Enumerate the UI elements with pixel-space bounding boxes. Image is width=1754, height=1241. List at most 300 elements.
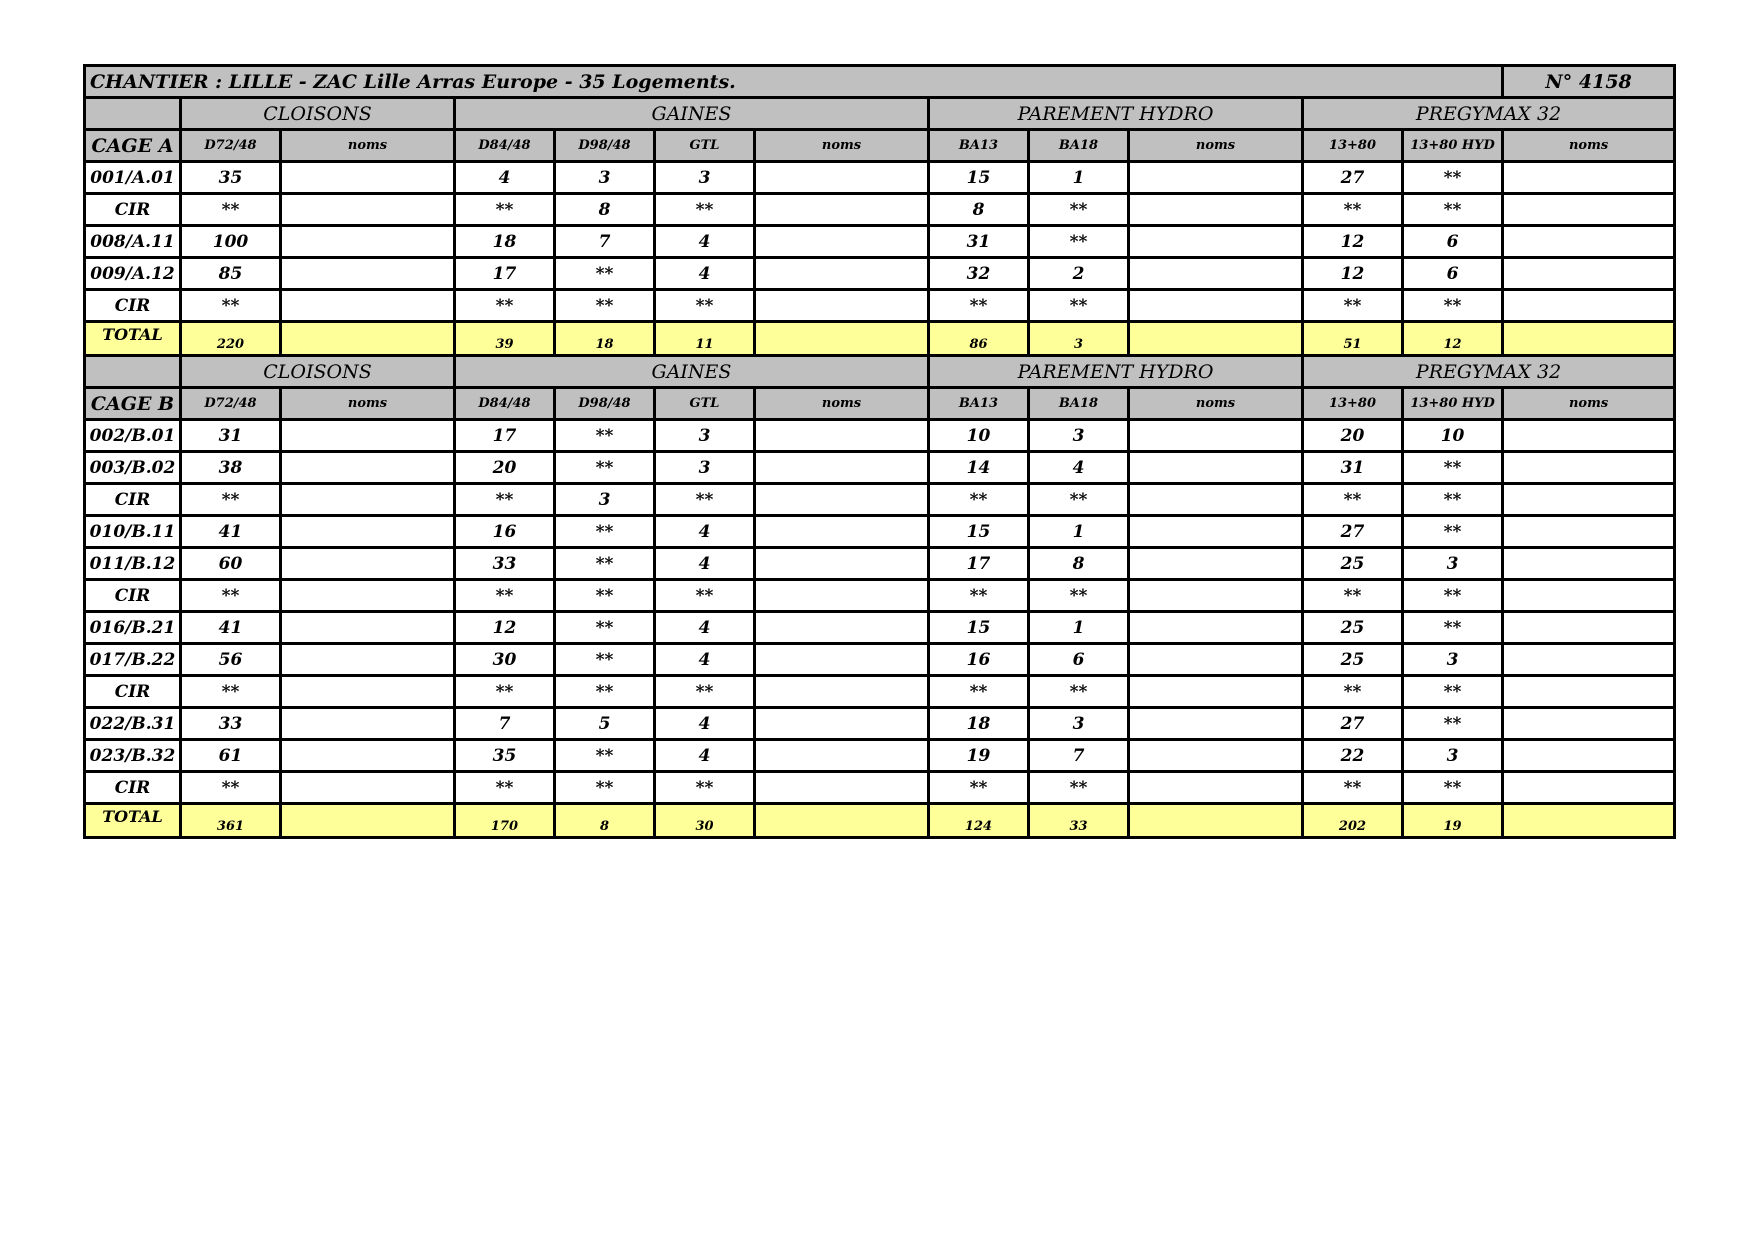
table-cell: 3 bbox=[1403, 548, 1503, 580]
column-header: noms bbox=[755, 130, 929, 162]
table-cell: 2 bbox=[1029, 258, 1129, 290]
total-cell: 361 bbox=[181, 804, 281, 838]
table-cell: 3 bbox=[655, 162, 755, 194]
table-cell: 4 bbox=[655, 226, 755, 258]
table-row bbox=[85, 644, 1675, 676]
column-header: BA13 bbox=[929, 388, 1029, 420]
table-cell: ** bbox=[655, 676, 755, 708]
total-cell bbox=[1503, 322, 1675, 356]
total-cell bbox=[1129, 804, 1303, 838]
table-cell bbox=[1129, 484, 1303, 516]
table-cell bbox=[281, 612, 455, 644]
total-cell: 202 bbox=[1303, 804, 1403, 838]
table-cell bbox=[281, 194, 455, 226]
table-cell bbox=[1129, 676, 1303, 708]
total-cell: 39 bbox=[455, 322, 555, 356]
table-cell: ** bbox=[455, 194, 555, 226]
total-cell: 51 bbox=[1303, 322, 1403, 356]
table-cell: ** bbox=[555, 772, 655, 804]
table-cell: 3 bbox=[1403, 644, 1503, 676]
table-cell: 3 bbox=[1029, 420, 1129, 452]
table-cell: ** bbox=[555, 258, 655, 290]
table-cell bbox=[755, 194, 929, 226]
cage-label: CAGE B bbox=[85, 388, 181, 420]
table-cell: 3 bbox=[555, 162, 655, 194]
table-cell: 4 bbox=[655, 740, 755, 772]
row-label: CIR bbox=[85, 194, 181, 226]
table-cell: ** bbox=[655, 772, 755, 804]
table-cell bbox=[1503, 676, 1675, 708]
table-cell: 6 bbox=[1403, 258, 1503, 290]
table-cell: 4 bbox=[1029, 452, 1129, 484]
table-cell: 25 bbox=[1303, 612, 1403, 644]
table-cell bbox=[1129, 612, 1303, 644]
table-cell: 31 bbox=[1303, 452, 1403, 484]
total-cell: 220 bbox=[181, 322, 281, 356]
total-cell: 30 bbox=[655, 804, 755, 838]
table-cell bbox=[281, 516, 455, 548]
row-label: 002/B.01 bbox=[85, 420, 181, 452]
table-cell: 4 bbox=[655, 612, 755, 644]
table-cell bbox=[755, 708, 929, 740]
table-cell: 15 bbox=[929, 162, 1029, 194]
table-cell: ** bbox=[555, 740, 655, 772]
table-cell: 12 bbox=[455, 612, 555, 644]
table-cell: ** bbox=[181, 484, 281, 516]
column-header: noms bbox=[1129, 130, 1303, 162]
table-cell: 18 bbox=[455, 226, 555, 258]
table-row bbox=[85, 612, 1675, 644]
table-cell bbox=[1129, 290, 1303, 322]
row-label: 010/B.11 bbox=[85, 516, 181, 548]
table-row bbox=[85, 258, 1675, 290]
total-cell: 11 bbox=[655, 322, 755, 356]
table-cell bbox=[281, 644, 455, 676]
group-header-row bbox=[85, 356, 1675, 388]
group-header-blank bbox=[85, 356, 181, 388]
table-cell bbox=[755, 420, 929, 452]
table-cell: ** bbox=[455, 772, 555, 804]
table-cell bbox=[281, 740, 455, 772]
table-cell: ** bbox=[1403, 290, 1503, 322]
total-cell: 33 bbox=[1029, 804, 1129, 838]
table-cell bbox=[1129, 452, 1303, 484]
table-cell: 61 bbox=[181, 740, 281, 772]
table-cell: 100 bbox=[181, 226, 281, 258]
table-cell: ** bbox=[455, 484, 555, 516]
table-cell: ** bbox=[1029, 226, 1129, 258]
table-cell: ** bbox=[1303, 194, 1403, 226]
total-cell bbox=[281, 322, 455, 356]
table-cell: 5 bbox=[555, 708, 655, 740]
total-cell bbox=[755, 804, 929, 838]
chantier-table bbox=[83, 64, 1676, 839]
column-header: D98/48 bbox=[555, 388, 655, 420]
table-cell bbox=[755, 258, 929, 290]
table-cell bbox=[281, 420, 455, 452]
table-row bbox=[85, 194, 1675, 226]
table-cell: ** bbox=[1029, 290, 1129, 322]
total-cell: 3 bbox=[1029, 322, 1129, 356]
table-cell: 22 bbox=[1303, 740, 1403, 772]
table-cell: 16 bbox=[929, 644, 1029, 676]
table-cell bbox=[1503, 226, 1675, 258]
table-cell: 7 bbox=[555, 226, 655, 258]
row-label: CIR bbox=[85, 772, 181, 804]
table-row bbox=[85, 708, 1675, 740]
table-cell bbox=[1503, 258, 1675, 290]
table-cell: 12 bbox=[1303, 258, 1403, 290]
column-header: noms bbox=[1503, 130, 1675, 162]
table-row bbox=[85, 580, 1675, 612]
table-cell: ** bbox=[555, 676, 655, 708]
table-cell: 4 bbox=[655, 258, 755, 290]
column-header: BA18 bbox=[1029, 388, 1129, 420]
row-label: 008/A.11 bbox=[85, 226, 181, 258]
table-cell bbox=[1503, 194, 1675, 226]
column-header: 13+80 bbox=[1303, 388, 1403, 420]
table-cell bbox=[1129, 516, 1303, 548]
column-header: BA13 bbox=[929, 130, 1029, 162]
table-row bbox=[85, 290, 1675, 322]
table-cell bbox=[1129, 708, 1303, 740]
table-cell bbox=[1503, 452, 1675, 484]
table-cell bbox=[755, 516, 929, 548]
table-cell: ** bbox=[181, 772, 281, 804]
table-cell: 25 bbox=[1303, 548, 1403, 580]
total-cell: 19 bbox=[1403, 804, 1503, 838]
column-header: D84/48 bbox=[455, 388, 555, 420]
table-cell: 56 bbox=[181, 644, 281, 676]
table-row bbox=[85, 740, 1675, 772]
table-cell: ** bbox=[1029, 194, 1129, 226]
total-label: TOTAL bbox=[85, 804, 181, 838]
table-cell bbox=[1129, 548, 1303, 580]
table-cell: 1 bbox=[1029, 612, 1129, 644]
table-cell: 15 bbox=[929, 612, 1029, 644]
table-cell: 17 bbox=[455, 258, 555, 290]
table-cell bbox=[755, 580, 929, 612]
row-label: 022/B.31 bbox=[85, 708, 181, 740]
table-cell: 35 bbox=[455, 740, 555, 772]
group-header-row bbox=[85, 98, 1675, 130]
table-cell: ** bbox=[1403, 452, 1503, 484]
table-cell: 7 bbox=[1029, 740, 1129, 772]
table-cell bbox=[1503, 548, 1675, 580]
table-cell: 32 bbox=[929, 258, 1029, 290]
table-row bbox=[85, 226, 1675, 258]
table-cell: ** bbox=[1029, 580, 1129, 612]
table-cell: 8 bbox=[929, 194, 1029, 226]
table-cell: ** bbox=[555, 452, 655, 484]
table-cell bbox=[1129, 162, 1303, 194]
total-cell: 170 bbox=[455, 804, 555, 838]
row-label: CIR bbox=[85, 484, 181, 516]
table-cell bbox=[755, 290, 929, 322]
table-cell: ** bbox=[555, 612, 655, 644]
group-header-blank bbox=[85, 98, 181, 130]
table-cell: ** bbox=[1403, 484, 1503, 516]
table-cell: 41 bbox=[181, 516, 281, 548]
document-number: N° 4158 bbox=[1503, 66, 1675, 98]
table-cell: 27 bbox=[1303, 708, 1403, 740]
table-cell: ** bbox=[1403, 772, 1503, 804]
table-cell: ** bbox=[181, 194, 281, 226]
table-cell: 17 bbox=[929, 548, 1029, 580]
row-label: 016/B.21 bbox=[85, 612, 181, 644]
table-row bbox=[85, 484, 1675, 516]
table-cell: ** bbox=[555, 548, 655, 580]
column-header: GTL bbox=[655, 388, 755, 420]
row-label: 011/B.12 bbox=[85, 548, 181, 580]
table-cell bbox=[1503, 708, 1675, 740]
table-cell bbox=[1503, 290, 1675, 322]
table-cell: 35 bbox=[181, 162, 281, 194]
table-cell bbox=[1503, 740, 1675, 772]
table-cell: 4 bbox=[655, 708, 755, 740]
table-cell: 31 bbox=[929, 226, 1029, 258]
table-cell: 10 bbox=[1403, 420, 1503, 452]
chantier-title: CHANTIER : LILLE - ZAC Lille Arras Europe - 35 Logements. bbox=[85, 66, 1503, 98]
column-header: noms bbox=[755, 388, 929, 420]
table-cell: 15 bbox=[929, 516, 1029, 548]
row-label: 003/B.02 bbox=[85, 452, 181, 484]
table-cell: ** bbox=[655, 580, 755, 612]
table-cell: 4 bbox=[655, 548, 755, 580]
column-header: GTL bbox=[655, 130, 755, 162]
table-cell: ** bbox=[555, 516, 655, 548]
column-header-row bbox=[85, 388, 1675, 420]
table-cell: ** bbox=[929, 484, 1029, 516]
table-cell: 17 bbox=[455, 420, 555, 452]
table-cell bbox=[1503, 612, 1675, 644]
table-cell: ** bbox=[655, 290, 755, 322]
column-header: noms bbox=[281, 388, 455, 420]
column-header: D72/48 bbox=[181, 388, 281, 420]
table-cell: ** bbox=[1303, 484, 1403, 516]
table-cell: 3 bbox=[1029, 708, 1129, 740]
table-cell bbox=[1129, 420, 1303, 452]
group-header-gaines: GAINES bbox=[455, 98, 929, 130]
table-row bbox=[85, 548, 1675, 580]
table-cell bbox=[281, 580, 455, 612]
table-cell: ** bbox=[1403, 162, 1503, 194]
table-cell bbox=[755, 612, 929, 644]
table-cell bbox=[1503, 644, 1675, 676]
table-cell bbox=[1503, 516, 1675, 548]
total-cell: 12 bbox=[1403, 322, 1503, 356]
table-cell bbox=[1129, 740, 1303, 772]
table-cell bbox=[281, 226, 455, 258]
table-cell: ** bbox=[181, 676, 281, 708]
table-cell: 7 bbox=[455, 708, 555, 740]
column-header: noms bbox=[1503, 388, 1675, 420]
table-cell: ** bbox=[455, 580, 555, 612]
table-row bbox=[85, 772, 1675, 804]
row-label: 023/B.32 bbox=[85, 740, 181, 772]
table-cell: ** bbox=[1303, 580, 1403, 612]
group-header-pregymax-32: PREGYMAX 32 bbox=[1303, 356, 1675, 388]
table-cell: 20 bbox=[1303, 420, 1403, 452]
table-cell: 14 bbox=[929, 452, 1029, 484]
table-cell bbox=[755, 162, 929, 194]
table-cell bbox=[755, 772, 929, 804]
table-cell bbox=[281, 548, 455, 580]
table-cell bbox=[1503, 484, 1675, 516]
table-cell: ** bbox=[555, 290, 655, 322]
column-header: 13+80 HYD bbox=[1403, 388, 1503, 420]
table-cell: 20 bbox=[455, 452, 555, 484]
table-cell: 1 bbox=[1029, 162, 1129, 194]
group-header-cloisons: CLOISONS bbox=[181, 98, 455, 130]
table-cell bbox=[1129, 772, 1303, 804]
table-body bbox=[85, 66, 1675, 838]
table-cell: ** bbox=[455, 290, 555, 322]
table-cell: 3 bbox=[1403, 740, 1503, 772]
total-cell bbox=[1503, 804, 1675, 838]
table-cell: 10 bbox=[929, 420, 1029, 452]
table-cell: 3 bbox=[555, 484, 655, 516]
table-cell bbox=[1503, 580, 1675, 612]
row-label: 009/A.12 bbox=[85, 258, 181, 290]
total-cell bbox=[1129, 322, 1303, 356]
table-cell: ** bbox=[1029, 484, 1129, 516]
table-cell: 6 bbox=[1403, 226, 1503, 258]
table-cell: ** bbox=[555, 644, 655, 676]
table-cell bbox=[1129, 226, 1303, 258]
table-cell: 25 bbox=[1303, 644, 1403, 676]
table-cell bbox=[1129, 194, 1303, 226]
table-cell: ** bbox=[555, 420, 655, 452]
table-cell: 8 bbox=[1029, 548, 1129, 580]
column-header-row bbox=[85, 130, 1675, 162]
table-row bbox=[85, 516, 1675, 548]
table-cell: ** bbox=[929, 772, 1029, 804]
column-header: D84/48 bbox=[455, 130, 555, 162]
column-header: 13+80 bbox=[1303, 130, 1403, 162]
column-header: noms bbox=[281, 130, 455, 162]
table-row bbox=[85, 452, 1675, 484]
table-cell: ** bbox=[1403, 708, 1503, 740]
table-row bbox=[85, 676, 1675, 708]
table-cell: ** bbox=[655, 194, 755, 226]
table-cell bbox=[281, 676, 455, 708]
column-header: BA18 bbox=[1029, 130, 1129, 162]
table-cell: 12 bbox=[1303, 226, 1403, 258]
title-row bbox=[85, 66, 1675, 98]
table-cell: ** bbox=[1403, 676, 1503, 708]
total-cell: 8 bbox=[555, 804, 655, 838]
table-cell: 6 bbox=[1029, 644, 1129, 676]
table-cell: ** bbox=[1403, 194, 1503, 226]
table-cell: 4 bbox=[455, 162, 555, 194]
table-cell bbox=[281, 258, 455, 290]
table-cell bbox=[281, 708, 455, 740]
table-cell bbox=[281, 484, 455, 516]
table-cell bbox=[755, 676, 929, 708]
table-cell: 19 bbox=[929, 740, 1029, 772]
group-header-gaines: GAINES bbox=[455, 356, 929, 388]
table-cell bbox=[281, 290, 455, 322]
table-cell: 8 bbox=[555, 194, 655, 226]
table-cell: ** bbox=[929, 580, 1029, 612]
table-cell: ** bbox=[655, 484, 755, 516]
group-header-parement-hydro: PAREMENT HYDRO bbox=[929, 98, 1303, 130]
column-header: noms bbox=[1129, 388, 1303, 420]
table-cell: 3 bbox=[655, 420, 755, 452]
table-cell bbox=[1503, 162, 1675, 194]
table-cell: 30 bbox=[455, 644, 555, 676]
table-cell: 3 bbox=[655, 452, 755, 484]
table-cell: ** bbox=[555, 580, 655, 612]
table-cell: 38 bbox=[181, 452, 281, 484]
table-cell: 31 bbox=[181, 420, 281, 452]
table-cell: ** bbox=[455, 676, 555, 708]
total-cell bbox=[755, 322, 929, 356]
row-label: 017/B.22 bbox=[85, 644, 181, 676]
table-row bbox=[85, 420, 1675, 452]
table-cell: 16 bbox=[455, 516, 555, 548]
table-cell bbox=[1503, 420, 1675, 452]
row-label: CIR bbox=[85, 676, 181, 708]
group-header-parement-hydro: PAREMENT HYDRO bbox=[929, 356, 1303, 388]
table-cell: ** bbox=[1403, 580, 1503, 612]
table-cell: 85 bbox=[181, 258, 281, 290]
table-cell: 18 bbox=[929, 708, 1029, 740]
table-cell: 60 bbox=[181, 548, 281, 580]
total-cell: 86 bbox=[929, 322, 1029, 356]
table-cell bbox=[281, 452, 455, 484]
table-cell bbox=[755, 548, 929, 580]
table-cell bbox=[755, 452, 929, 484]
row-label: CIR bbox=[85, 580, 181, 612]
table-cell bbox=[1129, 258, 1303, 290]
table-cell bbox=[755, 484, 929, 516]
table-cell: ** bbox=[1403, 612, 1503, 644]
cage-label: CAGE A bbox=[85, 130, 181, 162]
table-cell: 33 bbox=[181, 708, 281, 740]
table-cell: ** bbox=[1403, 516, 1503, 548]
table-cell: ** bbox=[929, 676, 1029, 708]
row-label: 001/A.01 bbox=[85, 162, 181, 194]
table-cell: 1 bbox=[1029, 516, 1129, 548]
row-label: CIR bbox=[85, 290, 181, 322]
table-cell: ** bbox=[1029, 772, 1129, 804]
column-header: D72/48 bbox=[181, 130, 281, 162]
table-cell bbox=[281, 162, 455, 194]
table-cell: 4 bbox=[655, 644, 755, 676]
table-cell: 27 bbox=[1303, 162, 1403, 194]
group-header-pregymax-32: PREGYMAX 32 bbox=[1303, 98, 1675, 130]
table-cell: 41 bbox=[181, 612, 281, 644]
table-cell bbox=[1129, 580, 1303, 612]
table-cell bbox=[755, 644, 929, 676]
table-cell: ** bbox=[181, 290, 281, 322]
table-cell: ** bbox=[929, 290, 1029, 322]
column-header: 13+80 HYD bbox=[1403, 130, 1503, 162]
table-cell bbox=[281, 772, 455, 804]
total-cell: 124 bbox=[929, 804, 1029, 838]
table-cell bbox=[755, 226, 929, 258]
table-cell bbox=[1129, 644, 1303, 676]
total-cell bbox=[281, 804, 455, 838]
table-cell: ** bbox=[1303, 676, 1403, 708]
table-cell: ** bbox=[181, 580, 281, 612]
group-header-cloisons: CLOISONS bbox=[181, 356, 455, 388]
table-cell bbox=[1503, 772, 1675, 804]
table-cell: ** bbox=[1029, 676, 1129, 708]
table-cell: ** bbox=[1303, 772, 1403, 804]
